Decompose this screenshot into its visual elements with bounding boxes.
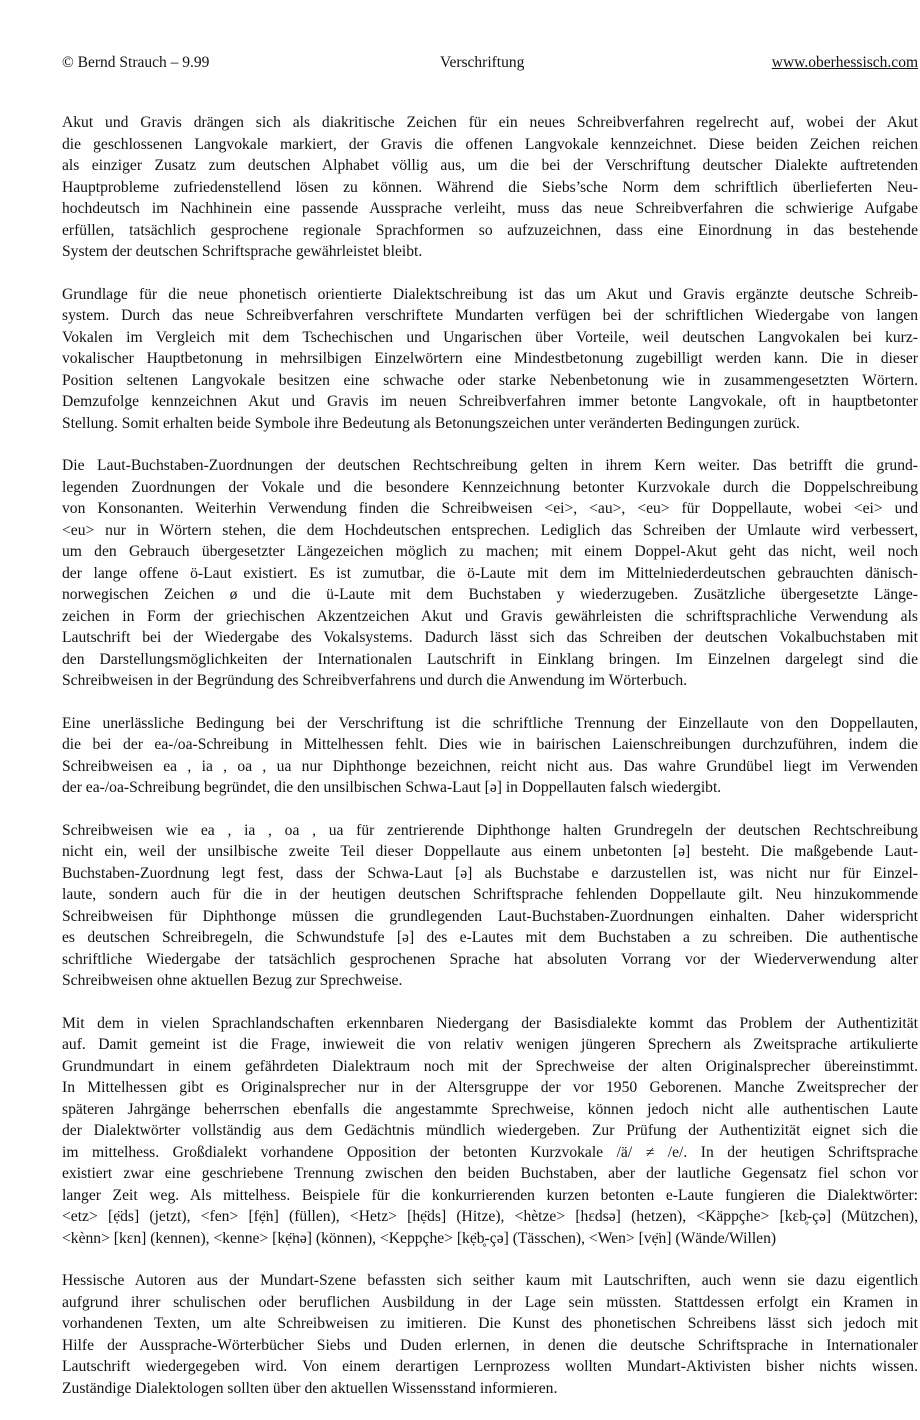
paragraph [62,713,918,799]
text-line: norwegischen Zeichen ø und die ü-Laute mit dem Buchstaben y wiederzugeben. Zusätzliche übergesetzte Länge- [62,586,918,603]
document-body [62,112,918,1420]
text-line: Akut und Gravis drängen sich als diakritische Zeichen für ein neues Schreibverfahren regelrecht auf, wobei der Akut [62,114,918,131]
text-line: Lautschrift bei der Wiedergabe des Vokalsystems. Dadurch lässt sich das Schreiben der deutschen Vokalbuchstaben mit [62,629,918,646]
text-line: <eu> nur in Wörtern stehen, die dem Hochdeutschen entsprechen. Lediglich das Schreiben der Umlaute wird verbessert, [62,521,918,539]
paragraph [62,1270,918,1399]
text-line: In Mittelhessen gibt es Originalsprecher nur in der Altersgruppe der vor 1950 Geborenen. Manche Zweitsprecher der [62,1079,918,1096]
text-line: hochdeutsch im Nachhinein eine passende Aussprache verleiht, muss das neue Schreibverfahren die schwierige Aufgabe [62,200,918,217]
text-line: Schreibweisen wie ea , ia , oa , ua für zentrierende Diphthonge halten Grundregeln der deutschen Rechtschreibung [62,821,918,839]
text-line: Schreibweisen ea , ia , oa , ua nur Diphthonge bezeichnen, reicht nicht aus. Das wahre Grundübel liegt im Verwenden [62,757,918,775]
text-line: aufgrund ihrer schulischen oder beruflichen Ausbildung in der Lage sein müssten. Stattdessen erfolgt ein Kramen in [62,1293,918,1311]
text-line: Schreibweisen ohne aktuellen Bezug zur Sprechweise. [62,972,403,989]
paragraph [62,455,918,692]
text-line: Zuständige Dialektologen sollten über den aktuellen Wissensstand informieren. [62,1379,558,1397]
text-line: Hilfe der Aussprache-Wörterbücher Siebs und Duden erlernen, in denen die deutsche Schriftsprache in Internationaler [62,1336,918,1354]
text-line: Hessische Autoren aus der Mundart-Szene befassten sich seither kaum mit Lautschriften, auch wenn sie dazu eigentlich [62,1272,918,1289]
text-line: Vokalen im Vergleich mit dem Tschechischen und Ungarischen über Vorteile, weil deutschen Langvokalen bei kurz- [62,328,918,346]
text-line: der Dialektwörter vollständig aus dem Gedächtnis mündlich wiedergeben. Zur Prüfung der Authentizität eignet sich die [62,1122,918,1139]
text-line: Buchstaben-Zuordnung legt fest, dass der Schwa-Laut [ə] als Buchstabe e darzustellen ist, was nicht nur für Einzel- [62,864,918,882]
header-website-link[interactable]: www.oberhessisch.com [771,54,918,71]
text-line: den Darstellungsmöglichkeiten der Internationalen Lautschrift in Einklang bringen. Im Einzelnen dargelegt sind die [62,650,918,668]
text-line: späteren Jahrgänge beherrschen ebenfalls die angestammte Sprechweise, können jedoch nicht alle authentischen Laute [62,1100,918,1118]
text-line: Schreibweisen in der Begründung des Schreibverfahrens und durch die Anwendung im Wörterbuch. [62,672,688,689]
text-line: die geschlossenen Langvokale markiert, der Gravis die offenen Langvokale kennzeichnet. Diese beiden Zeichen reichen [62,135,918,153]
text-line: Stellung. Somit erhalten beide Symbole ihre Bedeutung als Betonungszeichen unter veränderten Bedingungen zurück. [62,414,800,432]
text-line: nicht ein, weil der unsilbische zweite Teil dieser Doppellaute aus einem unbetonten [ə] besteht. Die maßgebende Laut- [62,843,918,860]
text-line: im mittelhess. Großdialekt vorhandene Opposition der betonten Kurzvokale /ä/ ≠ /e/. In der heutigen Schriftsprache [62,1143,918,1161]
text-line: Lautschrift wiedergegeben wird. Von einem derartigen Lernprozess wollten Mundart-Aktivisten bisher nichts wissen. [62,1358,918,1375]
paragraph [62,820,918,992]
text-line: der ea-/oa-Schreibung begründet, die den unsilbischen Schwa-Laut [ə] in Doppellauten falsch wiedergibt. [62,779,722,796]
text-line: zeichen in Form der griechischen Akzentzeichen Akut und Gravis gewährleisten die schriftsprachliche Verwendung als [62,607,918,625]
text-line: langer Zeit weg. Als mittelhess. Beispiele für die konkurrierenden kurzen betonten e-Laute fungieren die Dialektwörter: [62,1186,918,1204]
text-line: vorhandenen Texten, um alte Schreibweisen zu imitieren. Die Kunst des phonetischen Schreibens lässt sich jedoch mit [62,1315,918,1332]
header-title: Verschriftung [440,54,525,71]
text-line: laute, sondern auch für die in der heutigen deutschen Schriftsprache fehlenden Doppellaute gilt. Neu hinzukommende [62,886,918,903]
text-line: als einziger Zusatz zum deutschen Alphabet völlig aus, um die bei der Verschriftung deutscher Dialekte auftretenden [62,157,918,174]
paragraph [62,1013,918,1250]
text-line: <etz> [ẹ̈ds] (jetzt), <fen> [fẹ̈n] (füllen), <Hetz> [hẹ̈ds] (Hitze), <hètze> [hɛdsə] (hetzen), <Käppçhe> [kɛb̥-çə] (Mützchen), [62,1208,918,1225]
text-line: schriftliche Wiedergabe der tatsächlich gesprochenen Sprache hat absoluten Vorrang vor der Wiederverwendung alter [62,950,918,968]
text-line: die bei der ea-/oa-Schreibung in Mittelhessen fehlt. Dies wie in bairischen Laienschreibungen durchzuführen, indem die [62,736,918,753]
paragraph [62,284,918,435]
text-line: Die Laut-Buchstaben-Zuordnungen der deutschen Rechtschreibung gelten in ihrem Kern weiter. Das betrifft die grund- [62,457,918,474]
text-line: Demzufolge kennzeichnen Akut und Gravis im neuen Schreibverfahren immer betonte Langvokale, oft in hauptbetonter [62,393,918,410]
text-line: es deutschen Schreibregeln, die Schwundstufe [ə] des e-Lautes mit dem Buchstaben a zu schreiben. Die authentische [62,929,918,946]
text-line: vokalischer Hauptbetonung in mehrsilbigen Einzelwörtern eine Mindestbetonung zugebilligt werden kann. Die in dieser [62,350,918,367]
text-line: erfüllen, tatsächlich gesprochene regionale Sprachformen so aufzuzeichnen, dass eine Einordnung in das bestehende [62,221,918,239]
paragraph [62,112,918,263]
text-line: Grundlage für die neue phonetisch orientierte Dialektschreibung ist das um Akut und Gravis ergänzte deutsche Schreib- [62,285,918,303]
text-line: System der deutschen Schriftsprache gewährleistet bleibt. [62,243,423,260]
text-line: system. Durch das neue Schreibverfahren verschriftete Mundarten verfügen bei der schriftlichen Wiedergabe von langen [62,307,918,324]
text-line: Eine unerlässliche Bedingung bei der Verschriftung ist die schriftliche Trennung der Einzellaute von den Doppellauten, [62,714,918,732]
text-line: Schreibweisen für Diphthonge müssen die grundlegenden Laut-Buchstaben-Zuordnungen einhalten. Daher widerspricht [62,907,918,925]
text-line: existiert zwar eine geschriebene Trennung zwischen den beiden Buchstaben, aber der lautliche Gegensatz fiel schon vor [62,1165,918,1182]
text-line: legenden Zuordnungen der Vokale und die besondere Kennzeichnung betonter Kurzvokale durch die Doppelschreibung [62,478,918,496]
text-line: <kènn> [kɛn] (kennen), <kenne> [kẹ̈nə] (können), <Keppçhe> [kẹ̈b̥-çə] (Tässchen), <Wen> [vẹ̈n] (Wände/Willen) [62,1229,777,1247]
page-header [62,52,918,74]
text-line: Hauptprobleme zufriedenstellend lösen zu können. Während die Siebs’sche Norm dem schriftlich überlieferten Neu- [62,178,918,196]
text-line: Mit dem in vielen Sprachlandschaften erkennbaren Niedergang der Basisdialekte kommt das Problem der Authentizität [62,1014,918,1032]
text-line: Grundmundart in einem gefährdeten Dialektraum noch mit der Sprechweise der alten Originalsprecher übereinstimmt. [62,1057,918,1075]
text-line: von Konsonanten. Weiterhin Verwendung finden die Schreibweisen <ei>, <au>, <eu> für Doppellaute, wobei <ei> und [62,500,918,517]
text-line: Position seltenen Langvokale besitzen eine schwache oder starke Nebenbetonung wie in zusammengesetzten Wörtern. [62,371,918,389]
text-line: auf. Damit gemeint ist die Frage, inwieweit die von relativ wenigen jüngeren Sprechern als Zweitsprache artikulierte [62,1036,918,1053]
header-copyright: © Bernd Strauch – 9.99 [62,54,210,71]
text-line: der lange offene ö-Laut existiert. Es ist zumutbar, die ö-Laute mit dem im Mittelniederdeutschen gebrauchten dänisch- [62,564,918,582]
text-line: um den Gebrauch übergesetzter Längezeichen möglich zu machen; mit einem Doppel-Akut geht das nicht, weil noch [62,543,918,560]
